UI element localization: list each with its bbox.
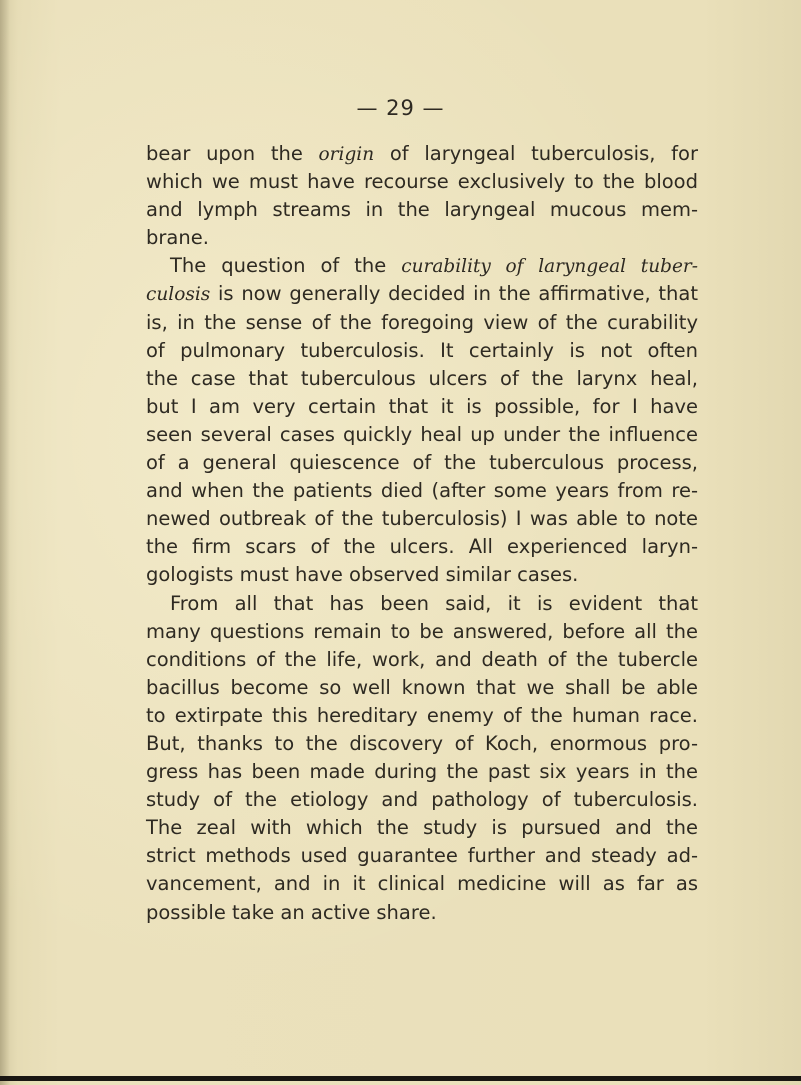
body-text xyxy=(146,140,698,927)
text-line: culosis is now generally decided in the affirmative, that xyxy=(146,282,698,306)
text-line: study of the etiology and pathology of tuberculosis. xyxy=(146,788,698,812)
text-line: vancement, and in it clinical medicine will as far as xyxy=(146,872,698,896)
text-line: bear upon the origin of laryngeal tuberculosis, for xyxy=(146,142,698,165)
text-line: the firm scars of the ulcers. All experienced laryn- xyxy=(146,535,698,559)
text-line: but I am very certain that it is possible, for I have xyxy=(146,394,698,418)
text-line: and when the patients died (after some years from re- xyxy=(146,479,698,503)
text-line: The question of the curability of laryngeal tuber- xyxy=(170,254,698,278)
text-line: gress has been made during the past six years in the xyxy=(146,760,698,784)
text-line: the case that tuberculous ulcers of the larynx heal, xyxy=(146,366,698,390)
text-line: brane. xyxy=(146,226,209,250)
text-line: is, in the sense of the foregoing view of the curability xyxy=(146,310,698,334)
bottom-edge-rule xyxy=(0,1076,801,1081)
text-line: bacillus become so well known that we shall be able xyxy=(146,675,698,699)
text-line: The zeal with which the study is pursued and the xyxy=(146,816,698,840)
text-line: strict methods used guarantee further and steady ad- xyxy=(146,844,698,868)
page-number: — 29 — xyxy=(356,96,445,120)
text-line: But, thanks to the discovery of Koch, enormous pro- xyxy=(146,731,698,755)
text-line: newed outbreak of the tuberculosis) I was able to note xyxy=(146,507,698,531)
text-line: to extirpate this hereditary enemy of the human race. xyxy=(146,703,698,727)
text-line: seen several cases quickly heal up under the influence xyxy=(146,422,698,446)
text-line: and lymph streams in the laryngeal mucous mem- xyxy=(146,198,698,222)
text-line: many questions remain to be answered, before all the xyxy=(146,619,698,643)
text-line: gologists must have observed similar cases. xyxy=(146,563,579,587)
text-line: possible take an active share. xyxy=(146,900,437,924)
text-line: which we must have recourse exclusively to the blood xyxy=(146,170,698,194)
page-gutter-shadow xyxy=(0,0,10,1085)
text-line: of a general quiescence of the tuberculous process, xyxy=(146,451,698,475)
text-line: From all that has been said, it is evident that xyxy=(170,591,698,615)
text-line: of pulmonary tuberculosis. It certainly is not often xyxy=(146,338,698,362)
text-line: conditions of the life, work, and death of the tubercle xyxy=(146,647,698,671)
